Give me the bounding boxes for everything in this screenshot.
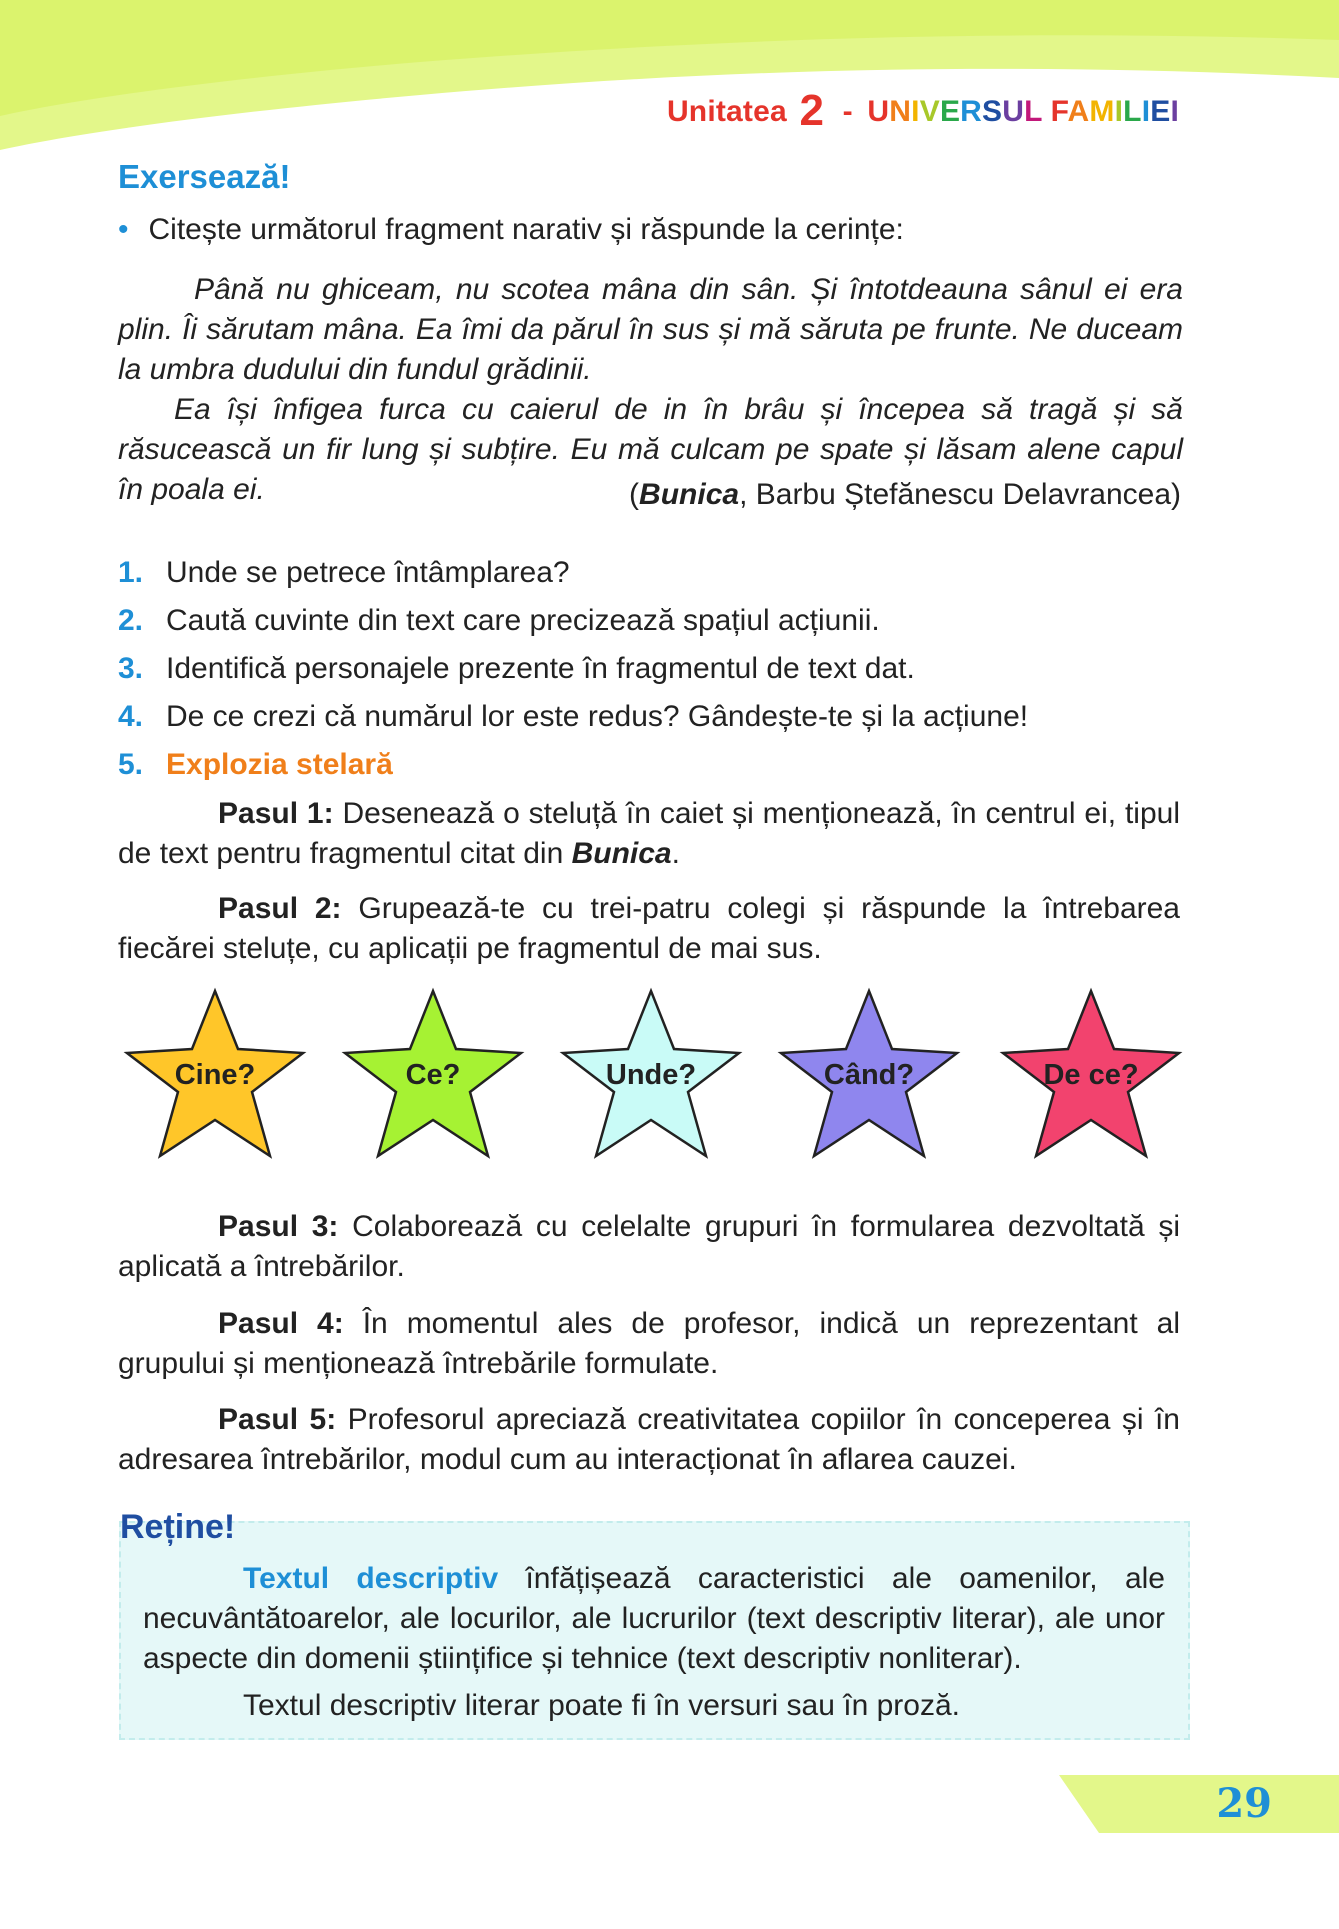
- unit-title-letter: I: [1170, 95, 1179, 128]
- star-unde: [551, 985, 751, 1165]
- question-5: [118, 748, 393, 782]
- question-number: 5.: [118, 748, 144, 781]
- unit-title-letter: M: [1089, 95, 1115, 128]
- question-text: De ce crezi că numărul lor este redus? Gândește-te și la acțiune!: [166, 700, 1029, 733]
- unit-title-letter: N: [889, 95, 912, 128]
- step-text: Grupează-te cu trei-patru colegi și răspunde la întrebarea fiecărei steluțe, cu aplicații pe fragmentul de mai sus.: [118, 892, 1180, 965]
- step-label: Pasul 2:: [218, 892, 342, 925]
- question-4: [118, 700, 1028, 734]
- question-3: [118, 652, 915, 686]
- unit-title-letter: V: [919, 95, 940, 128]
- unit-title-letter: I: [911, 95, 920, 128]
- retine-definition-text: înfățișează caracteristici ale oamenilor, ale necuvântătoarelor, ale locurilor, ale lucrurilor (text descriptiv literar), ale unor aspecte din domenii științifice și tehnice (text descriptiv nonliterar).: [143, 1562, 1165, 1675]
- question-number: 2.: [118, 604, 144, 637]
- unit-separator: -: [842, 95, 853, 128]
- unit-title-letter: E: [1150, 95, 1171, 128]
- step-3: [118, 1207, 1180, 1287]
- bullet-icon: •: [118, 213, 129, 246]
- step-text: Colaborează cu celelalte grupuri în formularea dezvoltată și aplicată a întrebărilor.: [118, 1210, 1180, 1283]
- unit-title-letter: A: [1067, 95, 1090, 128]
- step-2: [118, 889, 1180, 969]
- retine-note-text: Textul descriptiv literar poate fi în versuri sau în proză.: [243, 1689, 960, 1722]
- question-2: [118, 604, 880, 638]
- instruction-text: Citește următorul fragment narativ și răspunde la cerințe:: [148, 213, 904, 246]
- unit-header: [667, 86, 1179, 136]
- citation-open: (: [629, 478, 640, 511]
- unit-title-letter: F: [1050, 95, 1068, 128]
- citation: [629, 478, 1181, 512]
- retine-term: Textul descriptiv: [243, 1562, 499, 1595]
- star-label: De ce?: [1043, 1059, 1139, 1091]
- question-text: Caută cuvinte din text care precizează spațiul acțiunii.: [166, 604, 880, 637]
- step-4: [118, 1304, 1180, 1384]
- question-number: 4.: [118, 700, 144, 733]
- unit-title: [867, 95, 1179, 128]
- step-label: Pasul 5:: [218, 1403, 337, 1436]
- exercise-instruction: [118, 213, 904, 247]
- question-number: 3.: [118, 652, 144, 685]
- unit-title-letter: U: [1002, 95, 1025, 128]
- unit-word: Unitatea: [666, 95, 787, 128]
- unit-title-letter: L: [1024, 95, 1043, 128]
- citation-author: , Barbu Ștefănescu Delavrancea): [739, 478, 1181, 511]
- narrative-paragraph-1: Până nu ghiceam, nu scotea mâna din sân. Și întotdeauna sânul ei era plin. Îi sărutam mâna. Ea îmi da părul în sus și mă săruta pe frunte. Ne duceam la umbra dudului din fundul grădinii.: [118, 273, 1183, 386]
- step-text: Profesorul apreciază creativitatea copiilor în conceperea și în adresarea întrebărilor, modul cum au interacționat în aflarea cauzei.: [118, 1403, 1180, 1476]
- unit-title-letter: E: [939, 95, 961, 128]
- retine-definition: [143, 1559, 1165, 1679]
- narrative-paragraph-2: Ea își înfigea furca cu caierul de in în brâu și începea să tragă și să răsucească un fir lung și subțire. Eu mă culcam pe spate și lăsam alene capul în poala ei.: [118, 393, 1183, 506]
- star-label: Cine?: [174, 1059, 256, 1091]
- step-text: În momentul ales de profesor, indică un reprezentant al grupului și menționează întrebările formulate.: [118, 1307, 1180, 1380]
- step-end: .: [671, 837, 680, 870]
- citation-work: Bunica: [639, 478, 740, 511]
- page-number-band: [1059, 1775, 1339, 1833]
- unit-title-letter: I: [1141, 95, 1151, 128]
- retine-title: Reține!: [120, 1508, 236, 1546]
- unit-title-letter: S: [982, 95, 1003, 128]
- question-text: Identifică personajele prezente în fragmentul de text dat.: [166, 652, 915, 685]
- star-label: Unde?: [605, 1059, 697, 1091]
- star-label: Când?: [823, 1059, 915, 1091]
- star-label: Ce?: [405, 1059, 461, 1091]
- question-text: Unde se petrece întâmplarea?: [166, 556, 570, 589]
- unit-number: 2: [799, 86, 825, 135]
- star-de-ce: [991, 985, 1191, 1165]
- step-label: Pasul 4:: [218, 1307, 344, 1340]
- unit-title-letter: L: [1123, 95, 1142, 128]
- step-work-title: Bunica: [571, 837, 672, 870]
- question-text: Explozia stelară: [166, 748, 393, 781]
- question-number: 1.: [118, 556, 144, 589]
- step-label: Pasul 3:: [218, 1210, 339, 1243]
- step-text: Desenează o steluță în caiet și menționează, în centrul ei, tipul de text pentru fragmentul citat din: [118, 797, 1180, 870]
- unit-title-letter: I: [1114, 95, 1124, 128]
- stars-row: [115, 985, 1185, 1165]
- step-5: [118, 1400, 1180, 1480]
- unit-title-letter: [1042, 95, 1051, 128]
- unit-title-letter: U: [867, 95, 890, 128]
- page-number: 29: [1216, 1780, 1272, 1827]
- retine-note: [143, 1686, 1165, 1726]
- unit-title-letter: R: [960, 95, 983, 128]
- exercise-title: Exersează!: [118, 158, 291, 195]
- star-cand: [769, 985, 969, 1165]
- step-label: Pasul 1:: [218, 797, 334, 830]
- question-1: [118, 556, 570, 590]
- star-ce: [333, 985, 533, 1165]
- star-cine: [115, 985, 315, 1165]
- step-1: [118, 794, 1180, 874]
